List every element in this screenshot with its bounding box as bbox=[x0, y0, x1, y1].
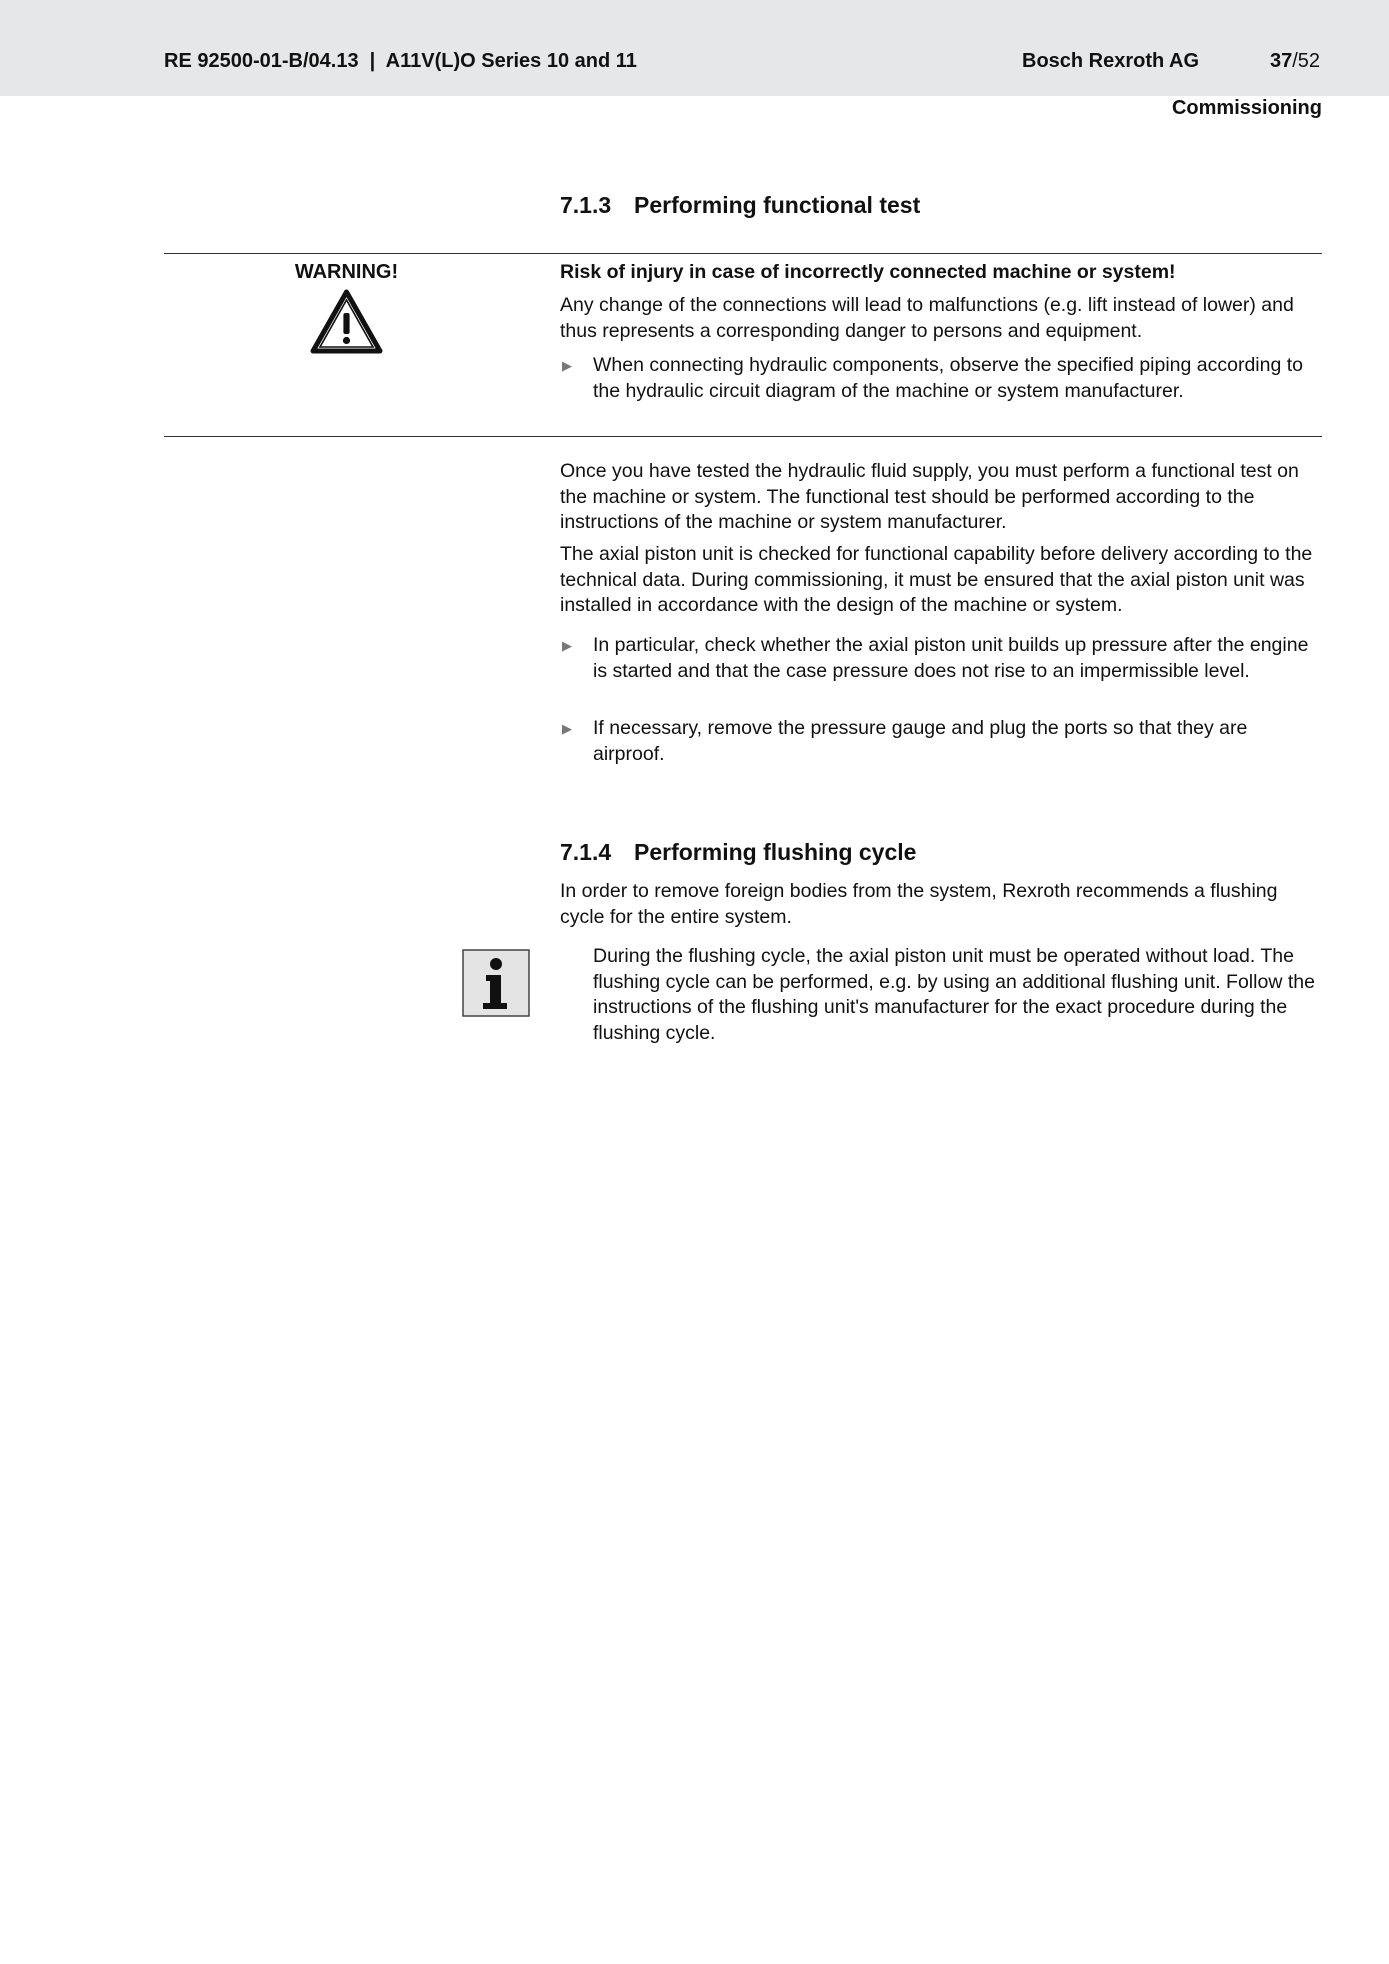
list-item bbox=[560, 633, 1322, 684]
warning-top-rule bbox=[164, 253, 1322, 254]
chapter-title: Commissioning bbox=[1171, 97, 1322, 119]
info-note-text: During the flushing cycle, the axial piston unit must be operated without load. The flushing cycle can be performed, e.g. by using an additional flushing unit. Follow the instructions of the flushing unit's manufacturer for the exact procedure during the flushing cycle. bbox=[593, 945, 1315, 1044]
section-number: 7.1.4 bbox=[560, 839, 612, 865]
paragraph-text: Once you have tested the hydraulic fluid supply, you must perform a functional test on the machine or system. The functional test should be performed according to the instructions of the machine or system manufacturer. bbox=[560, 460, 1299, 533]
paragraph-text: In order to remove foreign bodies from the system, Rexroth recommends a flushing cycle for the entire system. bbox=[560, 880, 1278, 928]
document-reference: RE 92500-01-B/04.13 | A11V(L)O Series 10 and 11 bbox=[164, 50, 637, 72]
paragraph bbox=[560, 879, 1322, 930]
warning-bottom-rule bbox=[164, 436, 1322, 437]
section-title: Performing flushing cycle bbox=[634, 839, 917, 865]
warning-description: Any change of the connections will lead to malfunctions (e.g. lift instead of lower) and thus represents a corresponding danger to persons and equipment. bbox=[560, 294, 1294, 342]
bullet-arrow-icon: ▶ bbox=[562, 358, 572, 373]
warning-bullet-text: When connecting hydraulic components, observe the specified piping according to the hydraulic circuit diagram of the machine or system manufacturer. bbox=[593, 354, 1304, 402]
info-icon bbox=[462, 949, 530, 1022]
warning-label: WARNING! bbox=[294, 261, 399, 283]
list-item-text: If necessary, remove the pressure gauge and plug the ports so that they are airproof. bbox=[593, 717, 1248, 765]
company-name: Bosch Rexroth AG bbox=[1022, 50, 1200, 72]
warning-title bbox=[560, 260, 1322, 286]
section-heading-713 bbox=[560, 192, 920, 219]
section-number: 7.1.3 bbox=[560, 192, 612, 218]
paragraph bbox=[560, 459, 1322, 536]
list-item bbox=[560, 716, 1322, 767]
warning-text bbox=[560, 293, 1322, 344]
bullet-arrow-icon: ▶ bbox=[562, 638, 572, 653]
page-total: /52 bbox=[1292, 50, 1321, 72]
paragraph-text: The axial piston unit is checked for functional capability before delivery according to the technical data. During commissioning, it must be ensured that the axial piston unit was installed in accordance with the design of the machine or system. bbox=[560, 543, 1313, 616]
info-note bbox=[593, 944, 1322, 1046]
list-item-text: In particular, check whether the axial piston unit builds up pressure after the engine is started and that the case pressure does not rise to an impermissible level. bbox=[593, 634, 1309, 682]
warning-heading: Risk of injury in case of incorrectly connected machine or system! bbox=[560, 261, 1176, 283]
section-title: Performing functional test bbox=[634, 192, 921, 218]
paragraph bbox=[560, 542, 1322, 619]
page-current: 37 bbox=[1270, 50, 1293, 72]
bullet-arrow-icon: ▶ bbox=[562, 721, 572, 736]
page-header bbox=[0, 0, 1389, 96]
warning-triangle-icon bbox=[310, 289, 383, 360]
page-number bbox=[1270, 50, 1320, 73]
warning-bullet bbox=[560, 353, 1322, 404]
section-heading-714 bbox=[560, 839, 916, 866]
